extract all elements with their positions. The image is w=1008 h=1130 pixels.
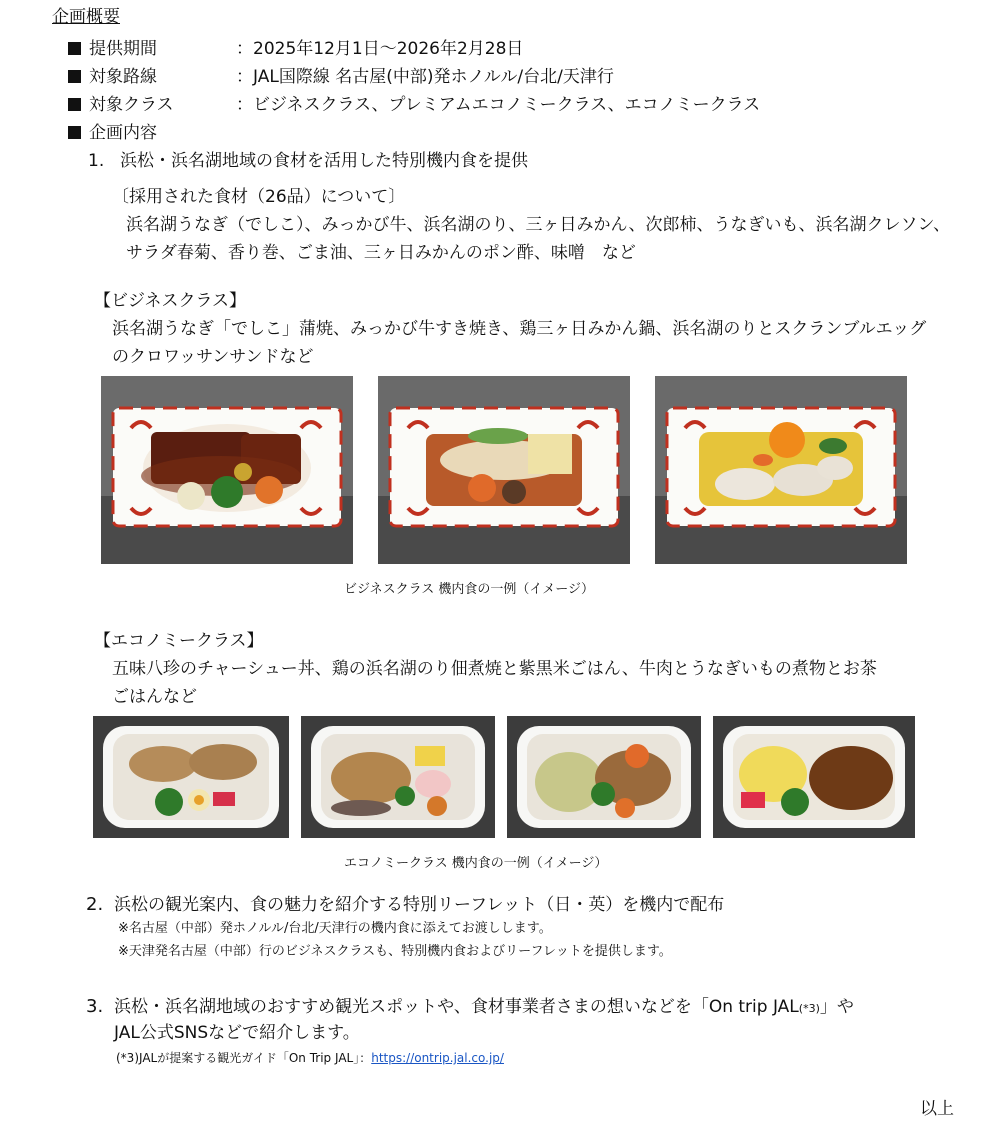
overview-class-label: 対象クラス (68, 94, 174, 116)
ingredients-heading: 〔採用された食材（26品）について〕 (112, 187, 406, 207)
bullet-square-icon (68, 42, 81, 55)
item3-title-line2: JAL公式SNSなどで紹介します。 (114, 1023, 360, 1043)
overview-route-value: ：JAL国際線 名古屋(中部)発ホノルル/台北/天津行 (236, 67, 614, 87)
ingredients-line1: 浜名湖うなぎ（でしこ）、みっかび牛、浜名湖のり、三ヶ日みかん、次郎柿、うなぎいも、浜名湖クレソン、 (126, 215, 951, 235)
business-line1: 浜名湖うなぎ「でしこ」蒲焼、みっかび牛すき焼き、鶏三ヶ日みかん鍋、浜名湖のりとスクランブルエッグ (112, 319, 927, 339)
item1-title: 浜松・浜名湖地域の食材を活用した特別機内食を提供 (120, 151, 528, 171)
closing-text: 以上 (920, 1099, 954, 1119)
item2-note2: ※天津発名古屋（中部）行のビジネスクラスも、特別機内食およびリーフレットを提供します。 (118, 944, 672, 959)
item1-number: 1. (88, 151, 105, 171)
economy-heading: 【エコノミークラス】 (94, 631, 264, 651)
item3-number: 3. (86, 996, 104, 1017)
economy-meal-photo-beef (507, 716, 701, 838)
bullet-square-icon (68, 126, 81, 139)
bullet-square-icon (68, 70, 81, 83)
overview-period-value: ：2025年12月1日～2026年2月28日 (236, 39, 524, 59)
item2-title: 浜松の観光案内、食の魅力を紹介する特別リーフレット（日・英）を機内で配布 (114, 895, 725, 915)
overview-route-label: 対象路線 (68, 66, 157, 88)
economy-meal-photo-nori-chicken (301, 716, 495, 838)
business-meal-photo-chicken (655, 376, 907, 564)
economy-line2: ごはんなど (112, 687, 197, 707)
bullet-square-icon (68, 98, 81, 111)
business-line2: のクロワッサンサンドなど (112, 347, 314, 367)
section-heading: 企画概要 (52, 7, 120, 27)
economy-caption: エコノミークラス 機内食の一例（イメージ） (344, 856, 608, 871)
overview-class-value: ：ビジネスクラス、プレミアムエコノミークラス、エコノミークラス (236, 95, 761, 115)
economy-line1: 五味八珍のチャーシュー丼、鶏の浜名湖のり佃煮焼と紫黒米ごはん、牛肉とうなぎいもの煮物とお茶 (112, 659, 877, 679)
overview-content-label: 企画内容 (68, 122, 157, 144)
economy-meal-photo-karaage (713, 716, 915, 838)
ingredients-line2: サラダ春菊、香り巻、ごま油、三ヶ日みかんのポン酢、味噌 など (126, 243, 636, 263)
item3-title-line1: 浜松・浜名湖地域のおすすめ観光スポットや、食材事業者さまの想いなどを「On trip JAL(*3)」や (114, 997, 854, 1017)
business-meal-photo-eel (101, 376, 353, 564)
economy-meal-photo-chashu (93, 716, 289, 838)
overview-period-label: 提供期間 (68, 38, 157, 60)
item2-note1: ※名古屋（中部）発ホノルル/台北/天津行の機内食に添えてお渡しします。 (118, 921, 552, 936)
business-meal-photo-sukiyaki (378, 376, 630, 564)
footnote-marker: (*3) (798, 1002, 820, 1015)
item2-number: 2. (86, 894, 104, 915)
ontrip-link[interactable]: https://ontrip.jal.co.jp/ (371, 1051, 504, 1065)
footnote: (*3)JALが提案する観光ガイド「On Trip JAL」：https://ontrip.jal.co.jp/ (116, 1051, 504, 1065)
business-heading: 【ビジネスクラス】 (94, 291, 246, 311)
business-caption: ビジネスクラス 機内食の一例（イメージ） (344, 582, 594, 597)
